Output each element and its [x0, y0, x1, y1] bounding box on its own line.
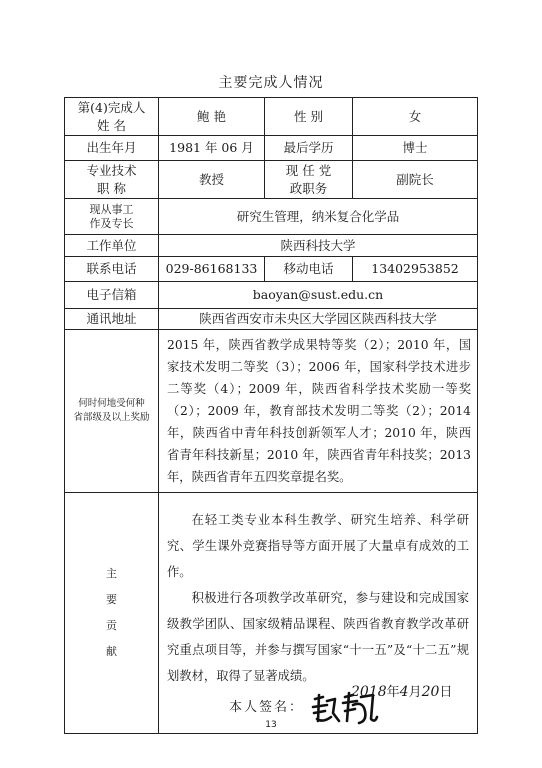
awards-label: 何时何地受何种 省部级及以上奖励 [65, 330, 159, 493]
address-value: 陕西省西安市未央区大学园区陕西科技大学 [159, 309, 478, 330]
contribution-value [159, 493, 478, 734]
page-number: 13 [265, 720, 277, 730]
birth-value: 1981 年 06 月 [159, 136, 265, 161]
work-specialty-value: 研究生管理，纳米复合化学品 [159, 199, 478, 235]
education-label: 最后学历 [265, 136, 353, 161]
email-label: 电子信箱 [65, 282, 159, 309]
page-title: 主要完成人情况 [218, 75, 324, 91]
contribution-paragraph-2: 积极进行各项教学改革研究，参与建设和完成国家级教学团队、国家级精品课程、陕西省教育教学改革研究重点项目等，并参与撰写国家“十一五”及“十二五”规划教材，取得了显著成绩。 [167, 591, 469, 683]
education-value: 博士 [353, 136, 478, 161]
contribution-label: 主 要 贡 献 [65, 493, 159, 734]
professional-title-value: 教授 [159, 161, 265, 199]
name-label: 第(4)完成人 姓 名 [65, 98, 159, 136]
phone-label: 联系电话 [65, 257, 159, 282]
personnel-info-table [64, 97, 478, 734]
party-position-value: 副院长 [353, 161, 478, 199]
awards-value: 2015 年，陕西省教学成果特等奖（2）；2010 年，国家技术发明二等奖（3）；2006 年，国家科学技术进步二等奖（4）；2009 年，陕西省科学技术奖励一等奖（2）；2009 年，教育部技术发明二等奖（2）；2014 年，陕西省中青年科技创新领军人才；2010 年，陕西省青年科技新星；2010 年，陕西省青年科技奖；2013 年，陕西省青年五四奖章提名奖。 [159, 330, 478, 493]
work-unit-value: 陕西科技大学 [159, 235, 478, 257]
professional-title-label: 专业技术 职 称 [65, 161, 159, 199]
contribution-paragraph-1: 在轻工类专业本科生教学、研究生培养、科学研究、学生课外竞赛指导等方面开展了大量卓有成效的工作。 [167, 513, 469, 579]
party-position-label: 现 任 党 政职务 [265, 161, 353, 199]
gender-label: 性 别 [265, 98, 353, 136]
signature-label: 本人签名： [229, 700, 305, 715]
work-unit-label: 工作单位 [65, 235, 159, 257]
gender-value: 女 [353, 98, 478, 136]
address-label: 通讯地址 [65, 309, 159, 330]
name-value: 鲍 艳 [159, 98, 265, 136]
phone-value: 029-86168133 [159, 257, 265, 282]
birth-label: 出生年月 [65, 136, 159, 161]
signing-date: 2018年4月20日 [351, 684, 453, 700]
mobile-label: 移动电话 [265, 257, 353, 282]
email-value: baoyan@sust.edu.cn [159, 282, 478, 309]
work-specialty-label: 现从事工 作及专长 [65, 199, 159, 235]
mobile-value: 13402953852 [353, 257, 478, 282]
